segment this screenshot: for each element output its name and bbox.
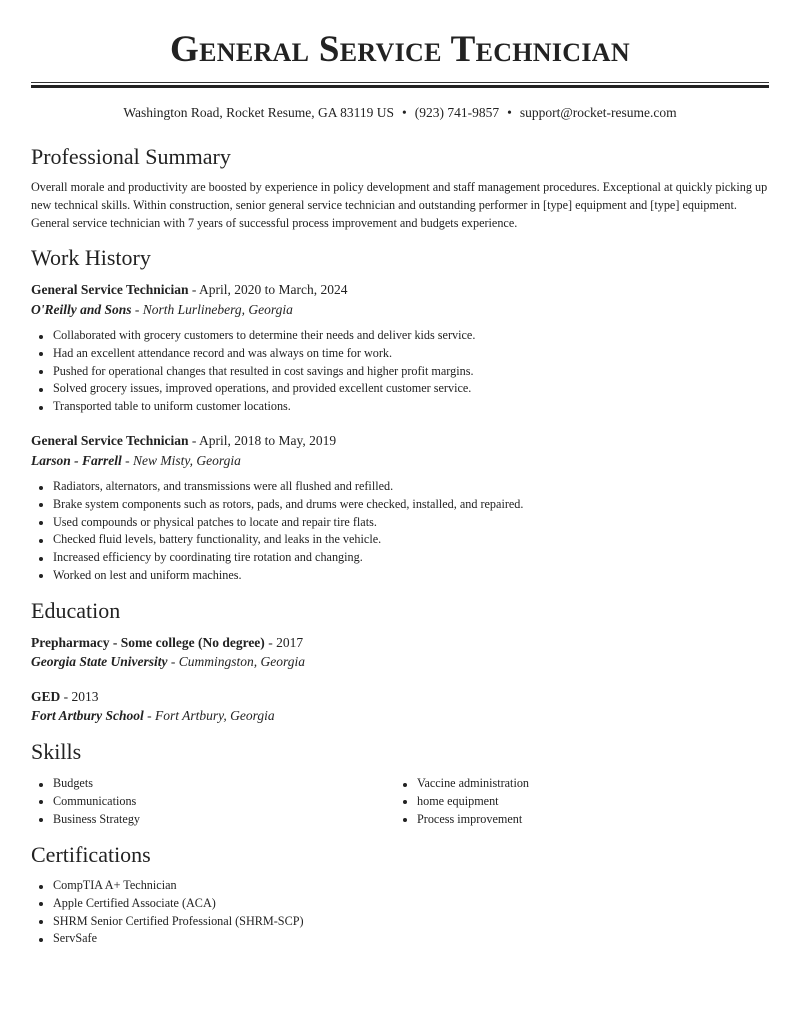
- contact-separator: •: [402, 105, 407, 120]
- job-location: New Misty, Georgia: [133, 453, 241, 468]
- list-item: Transported table to uniform customer locations.: [31, 398, 475, 416]
- education-dash: -: [60, 689, 72, 704]
- education-school: Georgia State University: [31, 654, 168, 669]
- list-item: Budgets: [31, 775, 140, 793]
- list-item: Business Strategy: [31, 811, 140, 829]
- job-dash: -: [121, 453, 134, 468]
- education-school: Fort Artbury School: [31, 708, 144, 723]
- job-company: O'Reilly and Sons: [31, 302, 132, 317]
- education-school-line: [31, 653, 305, 671]
- list-item: Pushed for operational changes that resulted in cost savings and higher profit margins.: [31, 363, 475, 381]
- list-item: Communications: [31, 793, 140, 811]
- job-dash: -: [131, 302, 143, 317]
- job-title-line: [31, 281, 348, 299]
- section-title-certifications: Certifications: [31, 842, 151, 867]
- list-item: home equipment: [395, 793, 529, 811]
- contact-line: [31, 104, 769, 122]
- job-bullets: [31, 327, 475, 416]
- certifications-list: [31, 877, 304, 948]
- education-dash: -: [143, 708, 156, 723]
- job-dates: April, 2018 to May, 2019: [199, 433, 337, 448]
- list-item: Had an excellent attendance record and was always on time for work.: [31, 345, 475, 363]
- summary-text: Overall morale and productivity are boosted by experience in policy development and staff management procedures. Exceptional at quickly picking up new technical skills. Within construction, senior general service technician and outstanding performer in [type] equipment and [type] equipment. General service technician with 7 years of successful process improvement and budgets experience.: [31, 180, 768, 230]
- list-item: Increased efficiency by coordinating tire rotation and changing.: [31, 549, 523, 567]
- education-year: 2017: [276, 635, 304, 650]
- job-position: General Service Technician: [31, 433, 189, 448]
- job-position: General Service Technician: [31, 282, 189, 297]
- job-bullets: [31, 478, 523, 585]
- resume-name-title: General Service Technician: [170, 29, 630, 70]
- education-degree: GED: [31, 689, 61, 704]
- job-dash: -: [188, 433, 200, 448]
- skills-list-right: [395, 775, 529, 828]
- education-degree-line: [31, 688, 99, 706]
- education-dash: -: [264, 635, 277, 650]
- list-item: Used compounds or physical patches to locate and repair tire flats.: [31, 514, 523, 532]
- job-company-line: [31, 301, 293, 319]
- list-item: Solved grocery issues, improved operations, and provided excellent customer service.: [31, 380, 475, 398]
- section-title-work-history: Work History: [31, 245, 151, 270]
- list-item: Brake system components such as rotors, pads, and drums were checked, installed, and repaired.: [31, 496, 523, 514]
- education-dash: -: [167, 654, 179, 669]
- skills-list-left: [31, 775, 140, 828]
- job-company: Larson - Farrell: [31, 453, 122, 468]
- list-item: SHRM Senior Certified Professional (SHRM-SCP): [31, 913, 304, 931]
- contact-address: Washington Road, Rocket Resume, GA 83119 US: [123, 105, 395, 120]
- job-location: North Lurlineberg, Georgia: [142, 302, 293, 317]
- education-location: Fort Artbury, Georgia: [155, 708, 275, 723]
- job-title-line: [31, 432, 336, 450]
- list-item: Process improvement: [395, 811, 529, 829]
- education-location: Cummingston, Georgia: [178, 654, 306, 669]
- list-item: Apple Certified Associate (ACA): [31, 895, 304, 913]
- section-title-skills: Skills: [31, 739, 82, 764]
- list-item: Vaccine administration: [395, 775, 529, 793]
- education-degree-line: [31, 634, 303, 652]
- header-rule-thin: [31, 82, 769, 83]
- section-title-summary: Professional Summary: [31, 144, 231, 169]
- education-degree: Prepharmacy - Some college (No degree): [31, 635, 265, 650]
- list-item: Collaborated with grocery customers to determine their needs and deliver kids service.: [31, 327, 475, 345]
- job-company-line: [31, 452, 241, 470]
- section-title-education: Education: [31, 598, 121, 623]
- list-item: Radiators, alternators, and transmissions were all flushed and refilled.: [31, 478, 523, 496]
- job-dates: April, 2020 to March, 2024: [199, 282, 348, 297]
- contact-separator: •: [507, 105, 512, 120]
- header-rule-thick: [31, 85, 769, 88]
- list-item: Worked on lest and uniform machines.: [31, 567, 523, 585]
- contact-phone: (923) 741-9857: [414, 105, 500, 120]
- list-item: Checked fluid levels, battery functionality, and leaks in the vehicle.: [31, 531, 523, 549]
- list-item: CompTIA A+ Technician: [31, 877, 304, 895]
- education-year: 2013: [71, 689, 99, 704]
- list-item: ServSafe: [31, 930, 304, 948]
- job-dash: -: [188, 282, 200, 297]
- contact-email: support@rocket-resume.com: [519, 105, 677, 120]
- education-school-line: [31, 707, 275, 725]
